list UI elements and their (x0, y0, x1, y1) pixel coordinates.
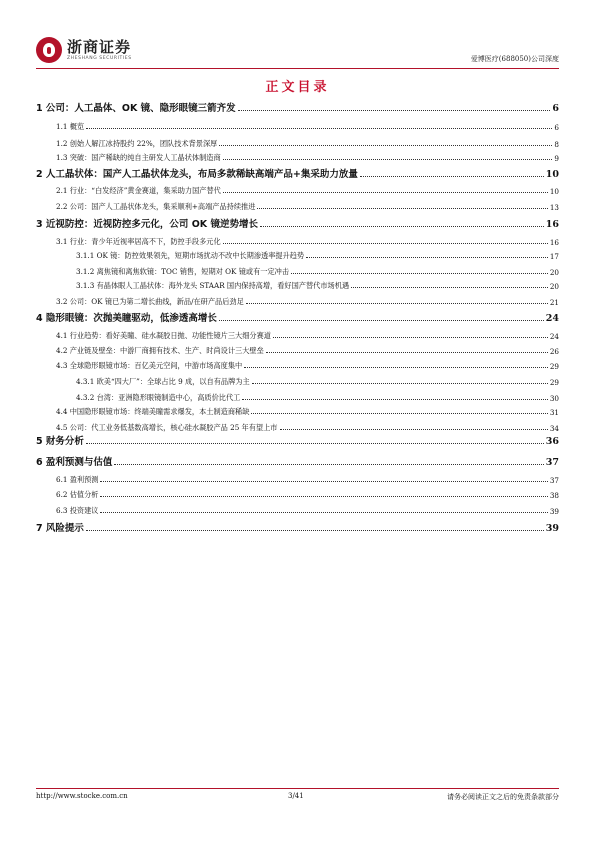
toc-entry[interactable] (36, 201, 559, 212)
toc-leader-dots (86, 529, 544, 531)
toc-entry-page: 20 (549, 268, 559, 277)
toc-entry-page: 8 (554, 140, 559, 149)
toc-entry-title: 6 盈利预测与估值 (36, 457, 113, 468)
toc-entry-page: 13 (549, 203, 559, 212)
toc-entry[interactable] (36, 330, 559, 341)
toc-entry-page: 16 (549, 238, 559, 247)
toc-entry-page: 10 (549, 187, 559, 196)
toc-entry-title: 4.2 产业链及壁垒：中游厂商拥有技术、生产、时尚设计三大壁垒 (56, 346, 264, 355)
toc-entry-page: 39 (549, 507, 559, 516)
toc-entry[interactable] (36, 406, 559, 417)
toc-leader-dots (291, 272, 548, 274)
toc-leader-dots (100, 511, 547, 513)
page-title: 正文目录 (265, 80, 330, 95)
toc-entry-title: 2 人工晶状体：国产人工晶状体龙头，布局多款稀缺高端产品+集采助力放量 (36, 169, 358, 180)
toc-leader-dots (86, 442, 544, 444)
toc-leader-dots (351, 286, 548, 288)
toc-leader-dots (257, 207, 547, 209)
toc-entry-title: 3.1.2 离焦镜和离焦软镜：TOC 销售，短期对 OK 镜或有一定冲击 (76, 267, 290, 276)
toc-entry[interactable] (36, 376, 559, 387)
toc-entry-page: 30 (549, 394, 559, 403)
toc-entry-title: 2.2 公司：国产人工晶状体龙头，集采顺利+高端产品持续推进 (56, 202, 256, 211)
footer-disclaimer: 请务必阅读正文之后的免责条款部分 (447, 793, 559, 801)
toc-entry-title: 4.3.2 台湾：亚洲隐形眼镜制造中心，高质价比代工 (76, 393, 241, 402)
toc-entry-title: 3 近视防控：近视防控多元化，公司 OK 镜逆势增长 (36, 219, 258, 230)
toc-leader-dots (219, 144, 552, 146)
toc-leader-dots (100, 495, 547, 497)
toc-entry-page: 36 (545, 436, 559, 447)
toc-entry[interactable] (36, 489, 559, 500)
toc-leader-dots (360, 175, 544, 177)
toc-entry-title: 3.1.3 有晶体眼人工晶状体：海外龙头 STAAR 国内保持高增，看好国产替代市场机遇 (76, 281, 350, 290)
page-footer (36, 788, 559, 803)
toc-leader-dots (223, 191, 548, 193)
toc-entry[interactable] (36, 152, 559, 163)
company-logo (36, 34, 132, 66)
toc-leader-dots (219, 319, 544, 321)
report-info: 爱博医疗(688050)公司深度 (470, 55, 559, 63)
toc-leader-dots (114, 463, 543, 465)
toc-entry[interactable] (36, 216, 559, 230)
toc-entry-title: 2.1 行业：“白发经济”黄金赛道，集采助力国产替代 (56, 186, 221, 195)
toc-entry-page: 10 (545, 169, 559, 180)
toc-entry-page: 29 (549, 362, 559, 371)
toc-entry-title: 4.3 全球隐形眼镜市场：百亿美元空间，中游市场高度集中 (56, 361, 243, 370)
toc-entry[interactable] (36, 474, 559, 485)
toc-entry-page: 31 (549, 408, 559, 417)
toc-leader-dots (242, 398, 548, 400)
toc-entry[interactable] (36, 236, 559, 247)
toc-entry-page: 21 (549, 298, 559, 307)
toc-entry-page: 38 (549, 491, 559, 500)
logo-name-en: ZHESHANG SECURITIES (67, 55, 132, 61)
toc-entry[interactable] (36, 454, 559, 468)
toc-entry[interactable] (36, 345, 559, 356)
toc-entry-page: 17 (549, 252, 559, 261)
logo-icon (36, 37, 62, 63)
toc-entry-page: 37 (545, 457, 559, 468)
toc-entry-title: 4.5 公司：代工业务低基数高增长，核心硅水凝胶产品 25 年有望上市 (56, 423, 278, 432)
toc-leader-dots (238, 109, 551, 111)
toc-entry-page: 34 (549, 424, 559, 433)
toc-entry[interactable] (36, 520, 559, 534)
toc-entry[interactable] (36, 392, 559, 403)
toc-leader-dots (260, 225, 544, 227)
toc-entry[interactable] (36, 280, 559, 291)
toc-leader-dots (244, 366, 548, 368)
logo-name-cn: 浙商证券 (67, 37, 132, 56)
toc-entry-title: 1.3 突破：国产稀缺的纯自主研发人工晶状体制造商 (56, 153, 221, 162)
page-number: 3/41 (288, 792, 304, 800)
toc-entry-title: 3.1.1 OK 镜：防控效果领先，短期市场扰动不改中长期渗透率提升趋势 (76, 251, 305, 260)
toc-entry[interactable] (36, 138, 559, 149)
toc-entry-title: 5 财务分析 (36, 436, 84, 447)
toc-entry-title: 1.2 创始人解江冰持股约 22%，团队技术背景深厚 (56, 139, 218, 148)
toc-entry-page: 24 (545, 313, 559, 324)
toc-entry-title: 6.1 盈利预测 (56, 475, 99, 484)
toc-leader-dots (273, 336, 548, 338)
toc-leader-dots (280, 428, 548, 430)
footer-url[interactable]: http://www.stocke.com.cn (36, 792, 128, 800)
page-header (36, 34, 559, 69)
toc-entry[interactable] (36, 250, 559, 261)
toc-leader-dots (223, 242, 548, 244)
toc-entry-page: 29 (549, 378, 559, 387)
toc-entry-title: 3.1 行业：青少年近视率居高不下，防控手段多元化 (56, 237, 221, 246)
toc-entry-page: 26 (549, 347, 559, 356)
toc-leader-dots (252, 382, 548, 384)
toc-entry[interactable] (36, 505, 559, 516)
toc-leader-dots (86, 127, 552, 129)
toc-entry-title: 6.2 估值分析 (56, 490, 99, 499)
toc-entry-title: 4.1 行业趋势：看好美瞳、硅水凝胶日抛、功能性镜片三大细分赛道 (56, 331, 271, 340)
toc-leader-dots (306, 256, 548, 258)
toc-entry-title: 6.3 投资建议 (56, 506, 99, 515)
toc-entry-title: 3.2 公司：OK 镜已为第二增长曲线，新品/在研产品后劲足 (56, 297, 244, 306)
toc-leader-dots (251, 412, 547, 414)
toc-leader-dots (246, 302, 548, 304)
toc-entry-page: 39 (545, 523, 559, 534)
toc-entry[interactable] (36, 100, 559, 114)
toc-entry-page: 9 (554, 154, 559, 163)
toc-entry-page: 20 (549, 282, 559, 291)
toc-entry-title: 7 风险提示 (36, 523, 84, 534)
toc-entry-title: 1.1 概览 (56, 122, 85, 131)
toc-entry-title: 4.4 中国隐形眼镜市场：终端美瞳需求爆发，本土制造商稀缺 (56, 407, 250, 416)
toc-entry[interactable] (36, 121, 559, 132)
toc-entry-title: 1 公司：人工晶体、OK 镜、隐形眼镜三箭齐发 (36, 103, 236, 114)
toc-entry[interactable] (36, 433, 559, 447)
toc-entry[interactable] (36, 360, 559, 371)
toc-entry[interactable] (36, 310, 559, 324)
toc-leader-dots (223, 158, 553, 160)
toc-entry[interactable] (36, 266, 559, 277)
toc-entry[interactable] (36, 185, 559, 196)
toc-entry[interactable] (36, 166, 559, 180)
toc-entry[interactable] (36, 422, 559, 433)
toc-entry[interactable] (36, 296, 559, 307)
toc-entry-page: 16 (545, 219, 559, 230)
toc-entry-page: 24 (549, 332, 559, 341)
toc-entry-page: 37 (549, 476, 559, 485)
toc-leader-dots (100, 480, 547, 482)
toc-entry-page: 6 (552, 103, 559, 114)
toc-entry-title: 4.3.1 欧美“四大厂”：全球占比 9 成，以自有品牌为主 (76, 377, 250, 386)
toc-leader-dots (266, 351, 548, 353)
toc-entry-page: 6 (554, 123, 559, 132)
toc-entry-title: 4 隐形眼镜：次抛美瞳驱动，低渗透高增长 (36, 313, 217, 324)
